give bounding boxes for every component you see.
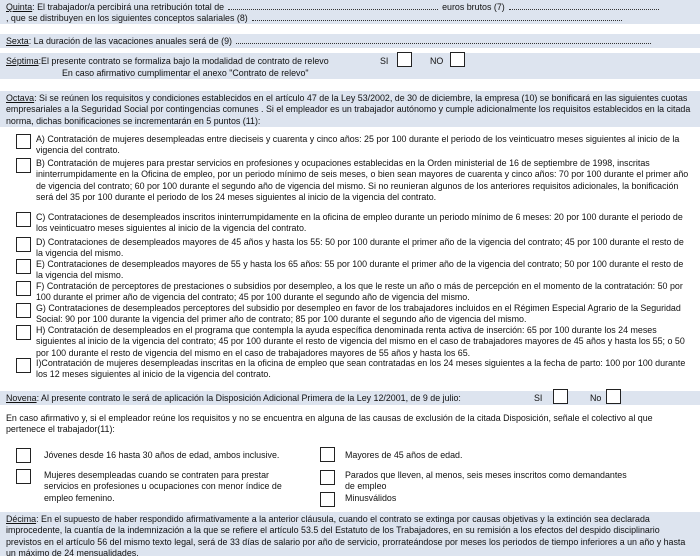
clause-label-novena: Novena xyxy=(6,393,37,403)
novena-instructions: En caso afirmativo y, si el empleador reúne los requisitos y no se encuentra en alguna de las causas de exclusión de la citada Disposición, señale el colectivo al que pertenece el trabajador(11): xyxy=(6,413,653,435)
group-jovenes-label: Jóvenes desde 16 hasta 30 años de edad, ambos inclusive. xyxy=(44,450,280,460)
bonus-option-h: H) Contratación de desempleados en el programa que contempla la ayuda específica denominada renta activa de inserción: 65 por 100 durante los 24 meses siguientes al inicio de la vigencia del contrato; 45 por 100 durante el resto de vigencia del mismo en el caso de trabajadores mayores de 45 años y hasta los 55; o 50 por 100 durante el resto de vigencia del mismo en el caso de trabajadores mayores de 55 años y hasta los 65. xyxy=(36,325,685,358)
bonus-option-d: D) Contrataciones de desempleados mayores de 45 años y hasta los 55: 50 por 100 durante el primer año de la vigencia del contrato; 45 por 100 durante el resto de la vigencia del mismo. xyxy=(36,237,684,259)
salary-concepts-field[interactable] xyxy=(252,20,622,21)
clause-label-septima: Séptima xyxy=(6,56,39,66)
group-parados-label: Parados que lleven, al menos, seis meses inscritos como demandantes de empleo xyxy=(345,470,627,492)
relevo-no-checkbox[interactable] xyxy=(450,52,465,67)
group-jovenes-checkbox[interactable] xyxy=(16,448,31,463)
bonus-option-b: B) Contratación de mujeres para prestar servicios en profesiones y ocupaciones establecidas en la Orden ministerial de 16 de septiembre de 1998, inscritas ininterrumpidamente en la Oficina de empleo, por un periodo mínimo de seis meses, o bien sean mayores de cuarenta y cinco años: 70 por 100 durante el primer año de vigencia del contrato; 60 por 100 durante el segundo año de vigencia del mismo. Si no reunieran algunos de los anteriores requisitos adicionales, la bonificación será del 35 por 100 durante el periodo de los 24 meses siguientes al inicio de la vigencia del contrato. xyxy=(36,158,689,203)
group-mujeres-label: Mujeres desempleadas cuando se contraten para prestar servicios en profesiones u ocupaciones con menor índice de empleo femenino. xyxy=(44,470,282,503)
bonus-option-g-checkbox[interactable] xyxy=(16,303,31,318)
clause-sexta: Sexta: La duración de las vacaciones anuales será de (9) xyxy=(6,36,651,47)
clause-novena: Novena: Al presente contrato le será de aplicación la Disposición Adicional Primera de la Ley 12/2001, de 9 de julio: xyxy=(6,393,461,403)
relevo-si-label: SI xyxy=(380,56,389,66)
disposicion-no-checkbox[interactable] xyxy=(606,389,621,404)
bonus-option-a-checkbox[interactable] xyxy=(16,134,31,149)
clause-quinta-line1: Quinta: El trabajador/a percibirá una retribución total de euros brutos (7) xyxy=(6,2,659,13)
bonus-option-c-checkbox[interactable] xyxy=(16,212,31,227)
clause-label-octava: Octava xyxy=(6,93,35,103)
salary-amount-rest[interactable] xyxy=(509,9,659,10)
clause-label-quinta: Quinta xyxy=(6,2,33,12)
clause-label-sexta: Sexta xyxy=(6,36,29,46)
clause-decima: Décima: En el supuesto de haber respondido afirmativamente a la anterior cláusula, cuando el contrato se extinga por causas objetivas y la extinción sea declarada improcedente, la cuantía de la indemnización a la que se refiere el artículo 53.5 del Estatuto de los Trabajadores, en su remisión a los efectos del despido disciplinario previstos en el artículo 56 del mismo texto legal, será de 33 días de salario por año de servicio, prorrateándose por meses los periodos de tiempo inferiores a un año y hasta un máximo de 24 mensualidades. xyxy=(6,514,686,559)
bonus-option-f-checkbox[interactable] xyxy=(16,281,31,296)
bonus-option-e: E) Contrataciones de desempleados mayores de 55 y hasta los 65 años: 55 por 100 durante el primer año de la vigencia del contrato; 50 por 100 durante el resto de la vigencia del mismo. xyxy=(36,259,684,281)
relevo-no-label: NO xyxy=(430,56,444,66)
group-mayores45-label: Mayores de 45 años de edad. xyxy=(345,450,463,460)
bonus-option-e-checkbox[interactable] xyxy=(16,259,31,274)
bonus-option-c: C) Contrataciones de desempleados inscritos ininterrumpidamente en la oficina de empleo durante un periodo mínimo de 6 meses: 20 por 100 durante el periodo de los veinticuatro meses siguientes al inicio de la vigencia del contrato. xyxy=(36,212,683,234)
bonus-option-i-checkbox[interactable] xyxy=(16,358,31,373)
group-mayores45-checkbox[interactable] xyxy=(320,447,335,462)
clause-octava: Octava: Si se reúnen los requisitos y condiciones establecidos en el artículo 47 de la Ley 53/2002, de 30 de diciembre, la empresa (10) se bonificará en las siguientes cuotas empresariales a la Seguridad Social por contingencias comunes . Si el empleador es un trabajador autónomo y cumple adicionalmente los requisitos establecidos en la citada norma, dichas bonificaciones se incrementarán en 5 puntos (11): xyxy=(6,93,691,126)
clause-quinta-line2: , que se distribuyen en los siguientes conceptos salariales (8) xyxy=(6,13,692,24)
group-parados-checkbox[interactable] xyxy=(320,470,335,485)
clause-label-decima: Décima xyxy=(6,514,37,524)
relevo-note: En caso afirmativo cumplimentar el anexo "Contrato de relevo" xyxy=(62,68,309,78)
bonus-option-a: A) Contratación de mujeres desempleadas entre dieciseis y cuarenta y cinco años: 25 por 100 durante el periodo de los veinticuatro meses siguientes al inicio de la vigencia del contrato. xyxy=(36,134,680,156)
salary-amount-field[interactable] xyxy=(228,9,438,10)
bonus-option-i: I)Contratación de mujeres desempleadas inscritas en la oficina de empleo que sean contratadas en los 24 meses siguientes a la fecha de parto: 100 por 100 durante los 12 meses siguientes al inicio de la vigencia del contrato. xyxy=(36,358,686,380)
bonus-option-f: F) Contratación de perceptores de prestaciones o subsidios por desempleo, a los que le reste un año o más de percepción en el momento de la contratación: 50 por 100 durante el primer año de vigencia del contrato; 45 por 100 durante el segundo año de vigencia del mismo. xyxy=(36,281,683,303)
clause-septima: Séptima:El presente contrato se formaliza bajo la modalidad de contrato de relevo xyxy=(6,56,329,66)
bonus-option-h-checkbox[interactable] xyxy=(16,325,31,340)
group-mujeres-checkbox[interactable] xyxy=(16,469,31,484)
bonus-option-b-checkbox[interactable] xyxy=(16,158,31,173)
disposicion-no-label: No xyxy=(590,393,602,403)
bonus-option-d-checkbox[interactable] xyxy=(16,237,31,252)
bonus-option-g: G) Contrataciones de desempleados perceptores del subsidio por desempleo en favor de los trabajadores incluidos en el Régimen Especial Agrario de la Seguridad Social: 90 por 100 durante la vigencia del primer año de contrato; 85 por 100 durante el segundo año de vigencia del mismo. xyxy=(36,303,681,325)
group-minusvalidos-label: Minusválidos xyxy=(345,493,397,503)
group-minusvalidos-checkbox[interactable] xyxy=(320,492,335,507)
disposicion-si-label: SI xyxy=(534,393,543,403)
relevo-si-checkbox[interactable] xyxy=(397,52,412,67)
disposicion-si-checkbox[interactable] xyxy=(553,389,568,404)
vacation-duration-field[interactable] xyxy=(236,43,651,44)
